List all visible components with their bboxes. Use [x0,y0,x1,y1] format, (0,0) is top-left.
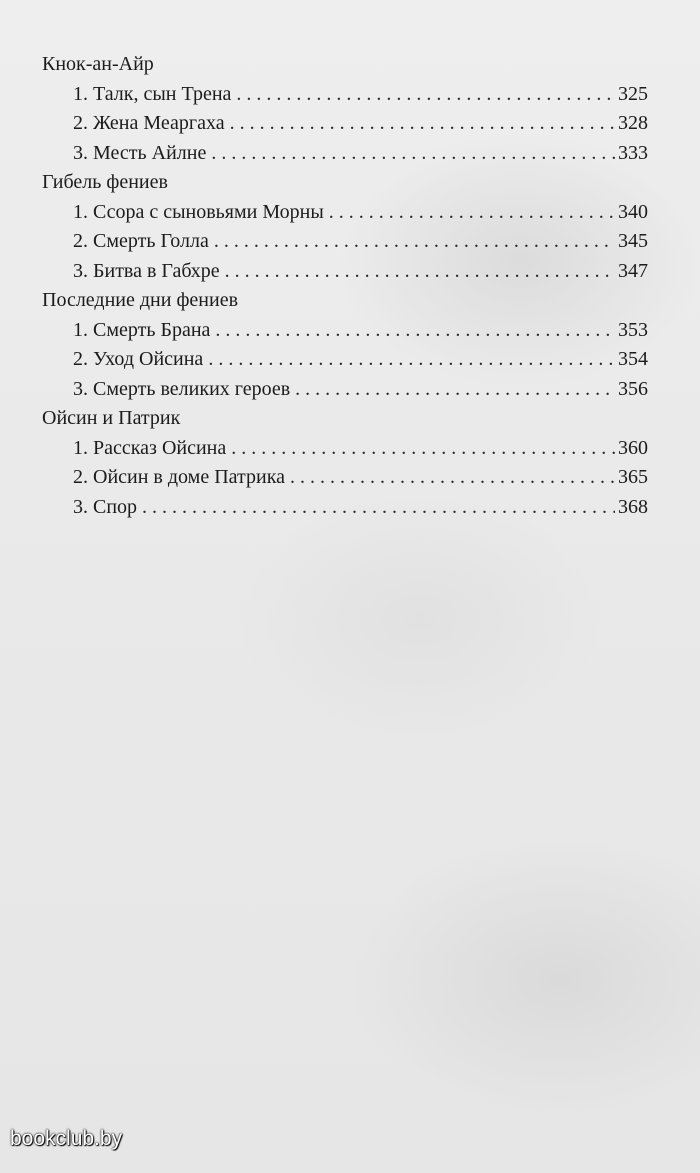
dot-leader [215,316,615,346]
toc-entry-title: 1. Рассказ Ойсина [73,436,227,459]
dot-leader [142,493,615,523]
dot-leader [214,227,615,257]
toc-entry [42,463,648,493]
toc-entry [42,493,648,523]
toc-entry-page: 368 [618,495,648,518]
toc-entry-page: 345 [618,230,648,252]
toc-entry [42,227,648,257]
toc-entry-title: 3. Спор [73,495,138,518]
toc-entry-title: 3. Месть Айлне [73,141,207,164]
dot-leader [211,139,615,169]
toc-entry-title: 3. Смерть великих героев [73,377,291,400]
dot-leader [230,109,615,139]
toc-entry-page: 340 [618,200,648,223]
dot-leader [231,434,615,464]
toc-entry-title: 2. Ойсин в доме Патрика [73,466,285,488]
toc-entry-page: 360 [618,436,648,459]
toc-entry [42,109,648,139]
watermark: bookclub.by [10,1127,123,1150]
dot-leader [329,198,615,228]
toc-entry-page: 365 [618,466,648,488]
toc-entry-page: 354 [618,348,648,370]
dot-leader [290,463,615,493]
toc-entry [42,139,648,169]
toc-entry-page: 325 [618,82,648,105]
toc-section-title: Последние дни фениев [42,289,239,311]
toc-entry-title: 2. Смерть Голла [73,230,209,252]
toc-section-title: Гибель фениев [42,171,168,193]
toc-entry [42,80,648,110]
toc-section-title: Кнок-ан-Айр [42,53,154,75]
toc-entry [42,375,648,405]
dot-leader [295,375,615,405]
dot-leader [208,345,615,375]
toc-entry-page: 347 [618,259,648,282]
toc-entry [42,345,648,375]
dot-leader [236,80,615,110]
toc-entry-page: 356 [618,377,648,400]
toc-entry [42,257,648,287]
toc-entry-title: 2. Уход Ойсина [73,348,204,370]
toc-entry [42,198,648,228]
toc-section-title: Ойсин и Патрик [42,407,181,429]
toc-entry-page: 353 [618,318,648,341]
toc-entry-title: 1. Талк, сын Трена [73,82,232,105]
toc-entry-title: 1. Смерть Брана [73,318,211,341]
dot-leader [225,257,615,287]
table-of-contents [42,50,648,522]
toc-entry-title: 3. Битва в Габхре [73,259,220,282]
toc-entry-title: 2. Жена Меаргаха [73,112,225,134]
toc-entry-page: 328 [618,112,648,134]
toc-entry-title: 1. Ссора с сыновьями Морны [73,200,324,223]
toc-entry [42,434,648,464]
toc-entry-page: 333 [618,141,648,164]
toc-entry [42,316,648,346]
